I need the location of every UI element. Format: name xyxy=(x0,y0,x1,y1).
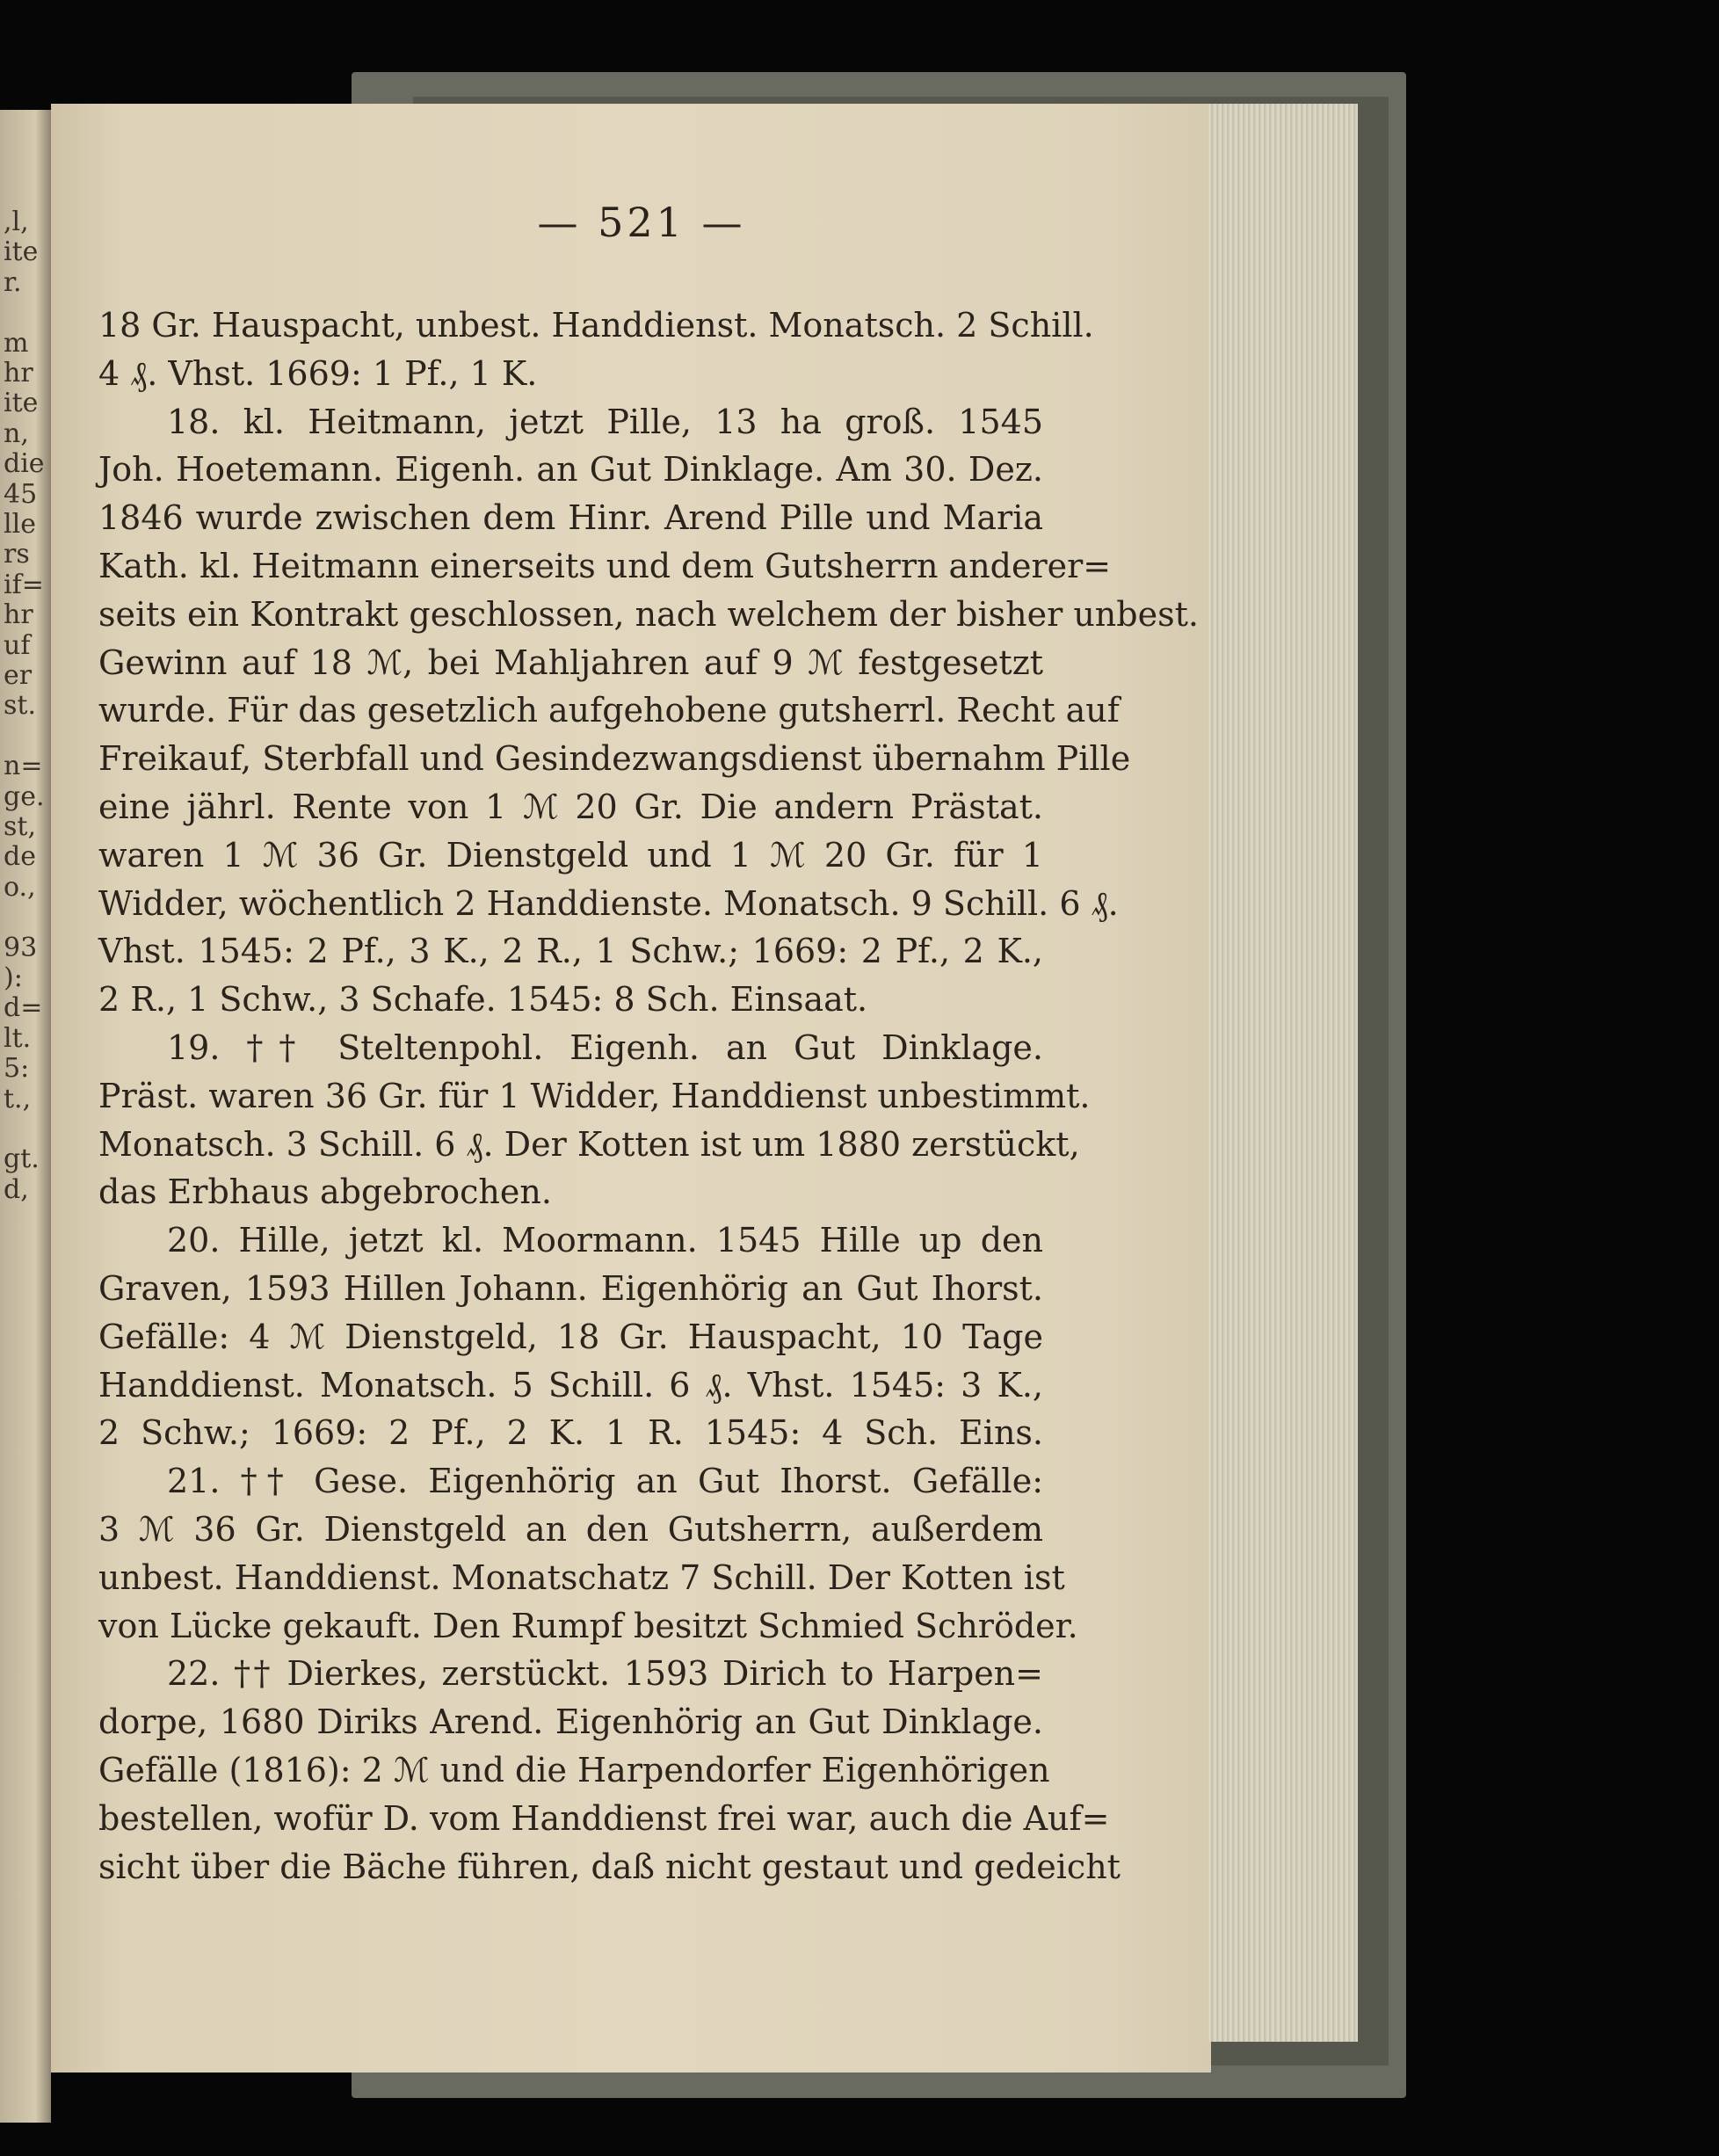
text-line: Kath. kl. Heitmann einerseits und dem Gutsherrn anderer= xyxy=(98,546,1112,585)
text-line: eine jährl. Rente von 1 ℳ 20 Gr. Die andern Prästat. xyxy=(98,787,1043,826)
left-margin-fragment: hr xyxy=(4,358,33,388)
left-margin-fragment: st. xyxy=(4,690,36,722)
left-margin-fragment: ,l, xyxy=(4,207,29,237)
page-fore-edge xyxy=(1208,104,1358,2042)
left-margin-fragment: ): xyxy=(4,962,23,993)
text-line: bestellen, wofür D. vom Handdienst frei war, auch die Auf= xyxy=(98,1798,1110,1838)
left-margin-fragment: er xyxy=(4,660,33,691)
text-line: Handdienst. Monatsch. 5 Schill. 6 ₰. Vhst. 1545: 3 K., xyxy=(98,1365,1043,1405)
text-line: Vhst. 1545: 2 Pf., 3 K., 2 R., 1 Schw.; 1669: 2 Pf., 2 K., xyxy=(98,932,1043,971)
left-margin-fragment: hr xyxy=(4,599,33,631)
left-margin-fragment: ge. xyxy=(4,780,45,812)
left-margin-fragment: die xyxy=(4,448,45,480)
text-line: seits ein Kontrakt geschlossen, nach welchem der bisher unbest. xyxy=(98,594,1199,634)
text-line: Freikauf, Sterbfall und Gesindezwangsdienst übernahm Pille xyxy=(98,739,1131,779)
text-line: 2 R., 1 Schw., 3 Schafe. 1545: 8 Sch. Einsaat. xyxy=(98,980,868,1020)
left-margin-fragment: if= xyxy=(4,569,44,600)
text-line: unbest. Handdienst. Monatschatz 7 Schill. Der Kotten ist xyxy=(98,1557,1065,1597)
left-margin-fragment: 45 xyxy=(4,478,38,510)
text-line: 20. Hille, jetzt kl. Moormann. 1545 Hille up den xyxy=(167,1221,1043,1260)
left-margin-fragment: o., xyxy=(4,871,36,903)
left-margin-fragment: r. xyxy=(4,266,22,298)
left-margin-fragment: 5: xyxy=(4,1053,30,1085)
left-margin-fragment: uf xyxy=(4,629,31,661)
text-line: 18. kl. Heitmann, jetzt Pille, 13 ha groß. 1545 xyxy=(167,402,1043,441)
left-margin-fragment: lt. xyxy=(4,1022,32,1054)
text-line: Monatsch. 3 Schill. 6 ₰. Der Kotten ist um 1880 zerstückt, xyxy=(98,1124,1080,1164)
text-line: 18 Gr. Hauspacht, unbest. Handdienst. Monatsch. 2 Schill. xyxy=(98,306,1094,345)
text-line: 22. †† Dierkes, zerstückt. 1593 Dirich to Harpen= xyxy=(167,1654,1043,1694)
left-margin-fragment: d= xyxy=(4,992,43,1024)
left-margin-fragment: n, xyxy=(4,417,29,449)
left-margin-fragment: lle xyxy=(4,509,36,540)
left-margin-text xyxy=(0,110,51,2123)
left-margin-fragment: de xyxy=(4,841,36,873)
text-line: 21. †† Gese. Eigenhörig an Gut Ihorst. Gefälle: xyxy=(167,1462,1043,1501)
left-margin-fragment: ite xyxy=(4,236,39,268)
left-margin-fragment: n= xyxy=(4,751,43,782)
text-line: Gewinn auf 18 ℳ, bei Mahljahren auf 9 ℳ festgesetzt xyxy=(98,642,1043,682)
text-line: waren 1 ℳ 36 Gr. Dienstgeld und 1 ℳ 20 Gr. für 1 xyxy=(98,835,1043,875)
text-line: sicht über die Bäche führen, daß nicht gestaut und gedeicht xyxy=(98,1847,1121,1886)
text-line: dorpe, 1680 Diriks Arend. Eigenhörig an Gut Dinklage. xyxy=(98,1702,1043,1742)
left-margin-fragment: st, xyxy=(4,811,36,842)
text-line: Gefälle: 4 ℳ Dienstgeld, 18 Gr. Hauspacht, 10 Tage xyxy=(98,1317,1043,1356)
text-line: 4 ₰. Vhst. 1669: 1 Pf., 1 K. xyxy=(98,353,538,393)
text-line: 19. †† Steltenpohl. Eigenh. an Gut Dinklage. xyxy=(167,1027,1043,1067)
left-facing-page xyxy=(0,110,51,2123)
text-line: 1846 wurde zwischen dem Hinr. Arend Pille und Maria xyxy=(98,498,1043,538)
text-line: Gefälle (1816): 2 ℳ und die Harpendorfer Eigenhörigen xyxy=(98,1750,1050,1789)
text-line: von Lücke gekauft. Den Rumpf besitzt Schmied Schröder. xyxy=(98,1606,1078,1645)
text-line: Präst. waren 36 Gr. für 1 Widder, Handdienst unbestimmt. xyxy=(98,1076,1091,1115)
text-line: 2 Schw.; 1669: 2 Pf., 2 K. 1 R. 1545: 4 Sch. Eins. xyxy=(98,1413,1043,1453)
text-line: das Erbhaus abgebrochen. xyxy=(98,1172,552,1212)
left-margin-fragment: m xyxy=(4,327,29,359)
text-line: Joh. Hoetemann. Eigenh. an Gut Dinklage. Am 30. Dez. xyxy=(98,450,1043,490)
page-number: — 521 — xyxy=(537,199,746,246)
left-margin-fragment: t., xyxy=(4,1083,32,1114)
left-margin-fragment: rs xyxy=(4,539,30,570)
left-margin-fragment: 93 xyxy=(4,932,38,963)
page-body-text xyxy=(98,301,1199,1891)
text-line: wurde. Für das gesetzlich aufgehobene gutsherrl. Recht auf xyxy=(98,691,1120,730)
text-line: Widder, wöchentlich 2 Handdienste. Monatsch. 9 Schill. 6 ₰. xyxy=(98,883,1119,923)
text-line: 3 ℳ 36 Gr. Dienstgeld an den Gutsherrn, außerdem xyxy=(98,1509,1043,1549)
left-margin-fragment: ite xyxy=(4,388,39,419)
text-line: Graven, 1593 Hillen Johann. Eigenhörig an Gut Ihorst. xyxy=(98,1268,1043,1308)
left-margin-fragment: gt. xyxy=(4,1143,40,1175)
left-margin-fragment: d, xyxy=(4,1173,29,1205)
